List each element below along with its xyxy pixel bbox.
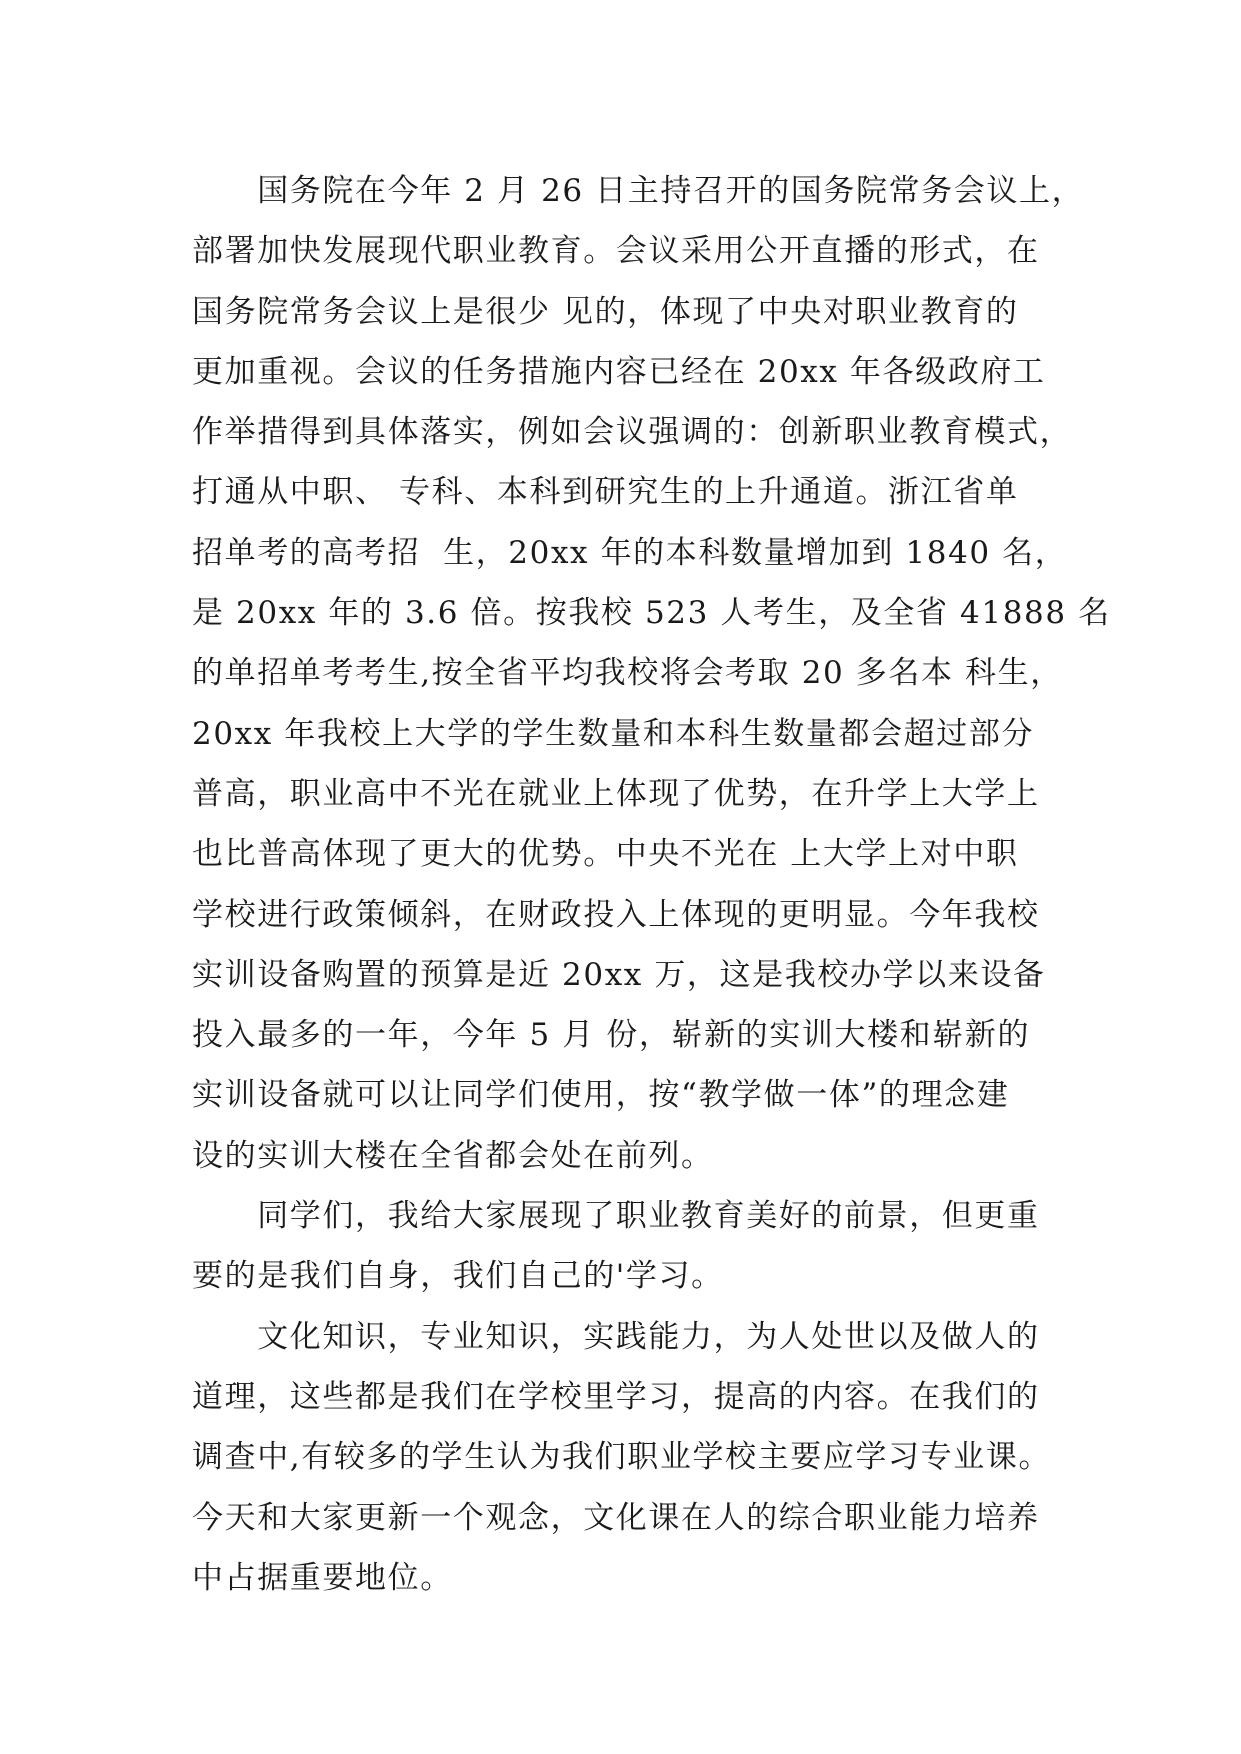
text-line: 部署加快发展现代职业教育。会议采用公开直播的形式，在 (192, 233, 1040, 270)
text-line: 国务院常务会议上是很少 见的，体现了中央对职业教育的 (192, 293, 1019, 330)
text-line: 文化知识，专业知识，实践能力，为人处世以及做人的 (192, 1318, 1040, 1355)
text-line: 20xx 年我校上大学的学生数量和本科生数量都会超过部分 (192, 715, 1035, 752)
text-line: 要的是我们自身，我们自己的'学习。 (192, 1258, 724, 1295)
paragraph-1 (192, 161, 1111, 1186)
text-line: 国务院在今年 2 月 26 日主持召开的国务院常务会议上， (192, 173, 1085, 209)
text-line: 的单招单考考生,按全省平均我校将会考取 20 多名本 科生， (192, 655, 1063, 692)
text-line: 学校进行政策倾斜，在财政投入上体现的更明显。今年我校 (192, 896, 1040, 933)
text-line: 今天和大家更新一个观念，文化课在人的综合职业能力培养 (192, 1499, 1040, 1536)
paragraph-2 (192, 1186, 1072, 1307)
text-line: 普高，职业高中不光在就业上体现了优势，在升学上大学上 (192, 775, 1040, 812)
document-body (192, 161, 1111, 1608)
paragraph-3 (192, 1307, 1072, 1608)
text-line: 更加重视。会议的任务措施内容已经在 20xx 年各级政府工 (192, 353, 1046, 390)
text-line: 设的实训大楼在全省都会处在前列。 (192, 1137, 714, 1174)
text-line: 同学们，我给大家展现了职业教育美好的前景，但更重 (192, 1198, 1040, 1235)
text-line: 道理，这些都是我们在学校里学习，提高的内容。在我们的 (192, 1378, 1040, 1415)
text-line: 打通从中职、 专科、本科到研究生的上升通道。浙江省单 (192, 474, 1019, 511)
text-line: 是 20xx 年的 3.6 倍。按我校 523 人考生，及全省 41888 名 (192, 595, 1111, 632)
text-line: 实训设备就可以让同学们使用，按“教学做一体”的理念建 (192, 1077, 1010, 1114)
text-line: 也比普高体现了更大的优势。中央不光在 上大学上对中职 (192, 836, 1019, 873)
text-line: 调查中,有较多的学生认为我们职业学校主要应学习专业课。 (192, 1439, 1052, 1476)
text-line: 作举措得到具体落实，例如会议强调的：创新职业教育模式， (192, 414, 1073, 451)
text-line: 中占据重要地位。 (192, 1559, 453, 1596)
text-line: 投入最多的一年，今年 5 月 份，崭新的实训大楼和崭新的 (192, 1017, 1031, 1054)
text-line: 实训设备购置的预算是近 20xx 万，这是我校办学以来设备 (192, 956, 1046, 993)
text-line: 招单考的高考招 生，20xx 年的本科数量增加到 1840 名， (192, 534, 1068, 571)
